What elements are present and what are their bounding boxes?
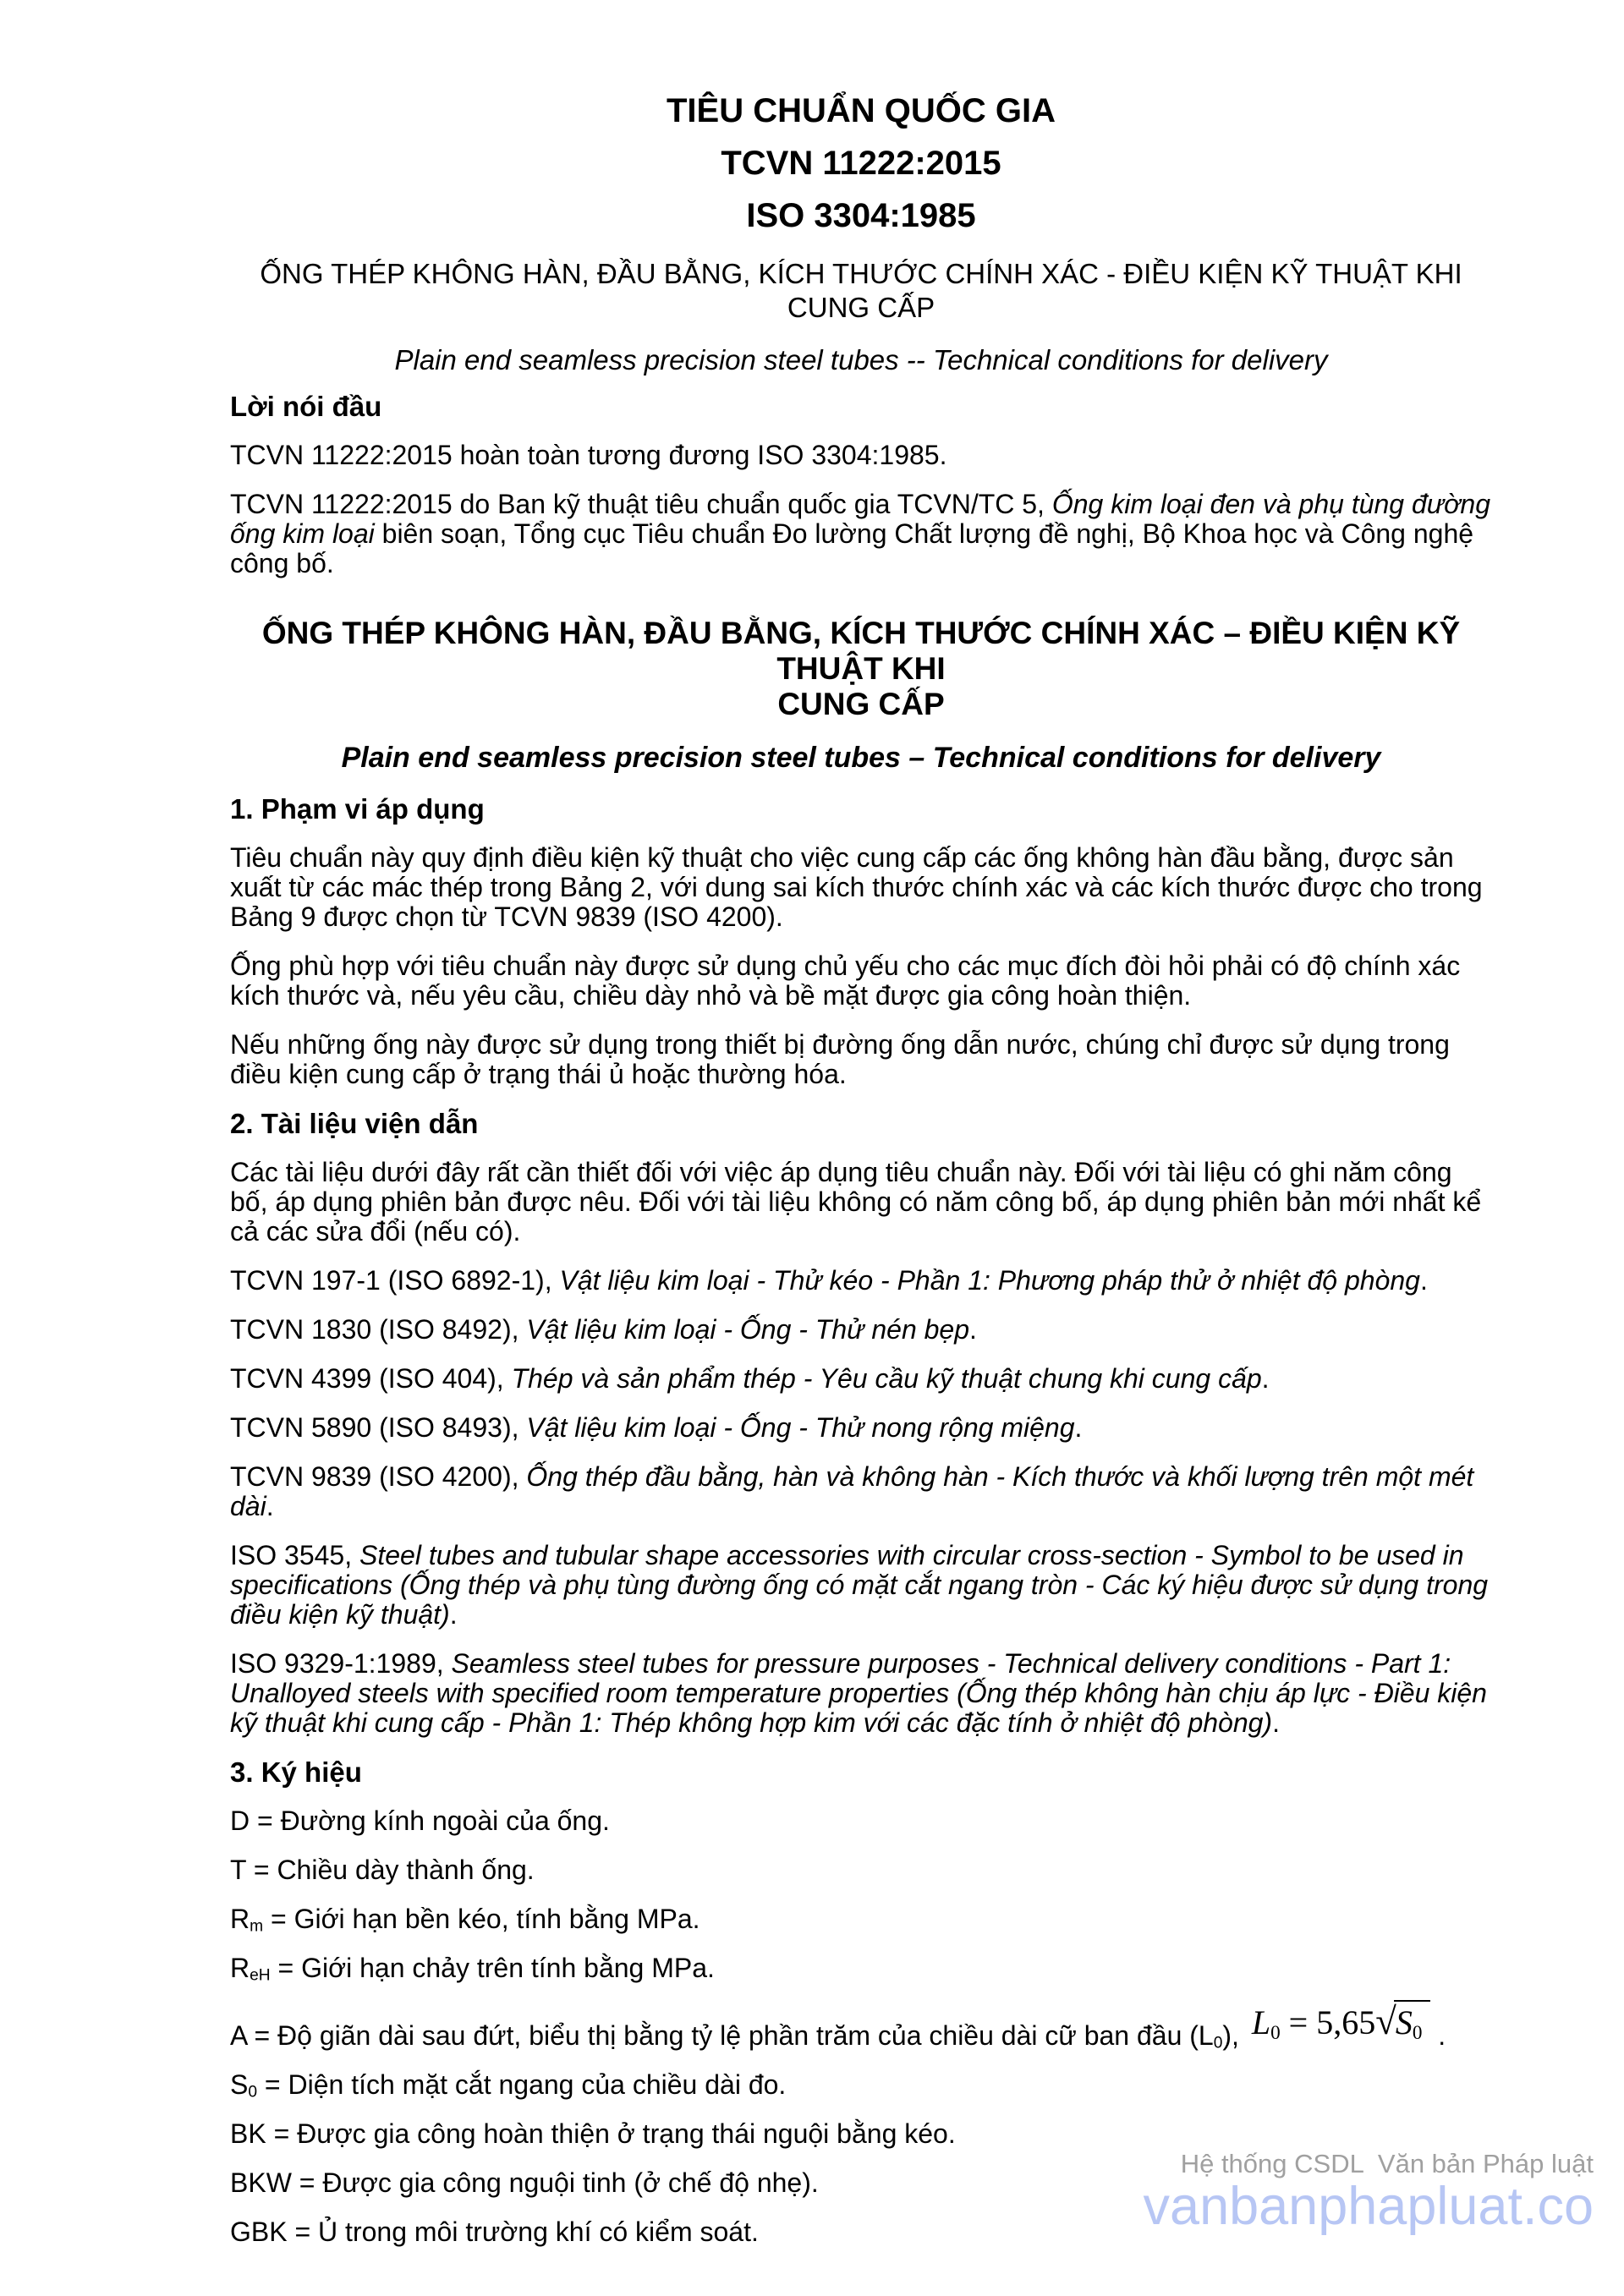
foreword-paragraph: TCVN 11222:2015 hoàn toàn tương đương ISO 3304:1985.: [230, 440, 947, 470]
watermark-site-name: vanbanphapluat.co: [1143, 2176, 1594, 2236]
section-1-heading: 1. Phạm vi áp dụng: [230, 793, 485, 825]
foreword-heading: Lời nói đầu: [230, 391, 382, 422]
vietnamese-title: ỐNG THÉP KHÔNG HÀN, ĐẦU BẰNG, KÍCH THƯỚC CHÍNH XÁC - ĐIỀU KIỆN KỸ THUẬT KHI CUNG CẤP: [260, 258, 1462, 323]
section-2-paragraph: Các tài liệu dưới đây rất cần thiết đối với việc áp dụng tiêu chuẩn này. Đối với tài liệu có ghi năm công bố, áp dụng phiên bản được nêu. Đối với tài liệu không có năm công bố, áp dụng phiên bản mới nhất kể cả các sửa đổi (nếu có).: [230, 1157, 1482, 1247]
english-subtitle: Plain end seamless precision steel tubes -- Technical conditions for delivery: [394, 344, 1328, 375]
section-2-heading: 2. Tài liệu viện dẫn: [230, 1108, 479, 1139]
reference-item: TCVN 4399 (ISO 404), Thép và sản phẩm thép - Yêu cầu kỹ thuật chung khi cung cấp.: [230, 1363, 1270, 1394]
iso-number: ISO 3304:1985: [746, 197, 976, 234]
section-1-paragraph: Tiêu chuẩn này quy định điều kiện kỹ thuật cho việc cung cấp các ống không hàn đầu bằng, được sản xuất từ các mác thép trong Bảng 2, với dung sai kích thước chính xác và các kích thước được cho trong Bảng 9 được chọn từ TCVN 9839 (ISO 4200).: [230, 842, 1483, 932]
main-title-vietnamese: ỐNG THÉP KHÔNG HÀN, ĐẦU BẰNG, KÍCH THƯỚC CHÍNH XÁC – ĐIỀU KIỆN KỸ THUẬT KHI CUNG CẤP: [261, 616, 1461, 721]
reference-item: TCVN 1830 (ISO 8492), Vật liệu kim loại - Ống - Thử nén bẹp.: [230, 1314, 977, 1345]
symbol-definition-S0: $S_0$ = Diện tích mặt cắt ngang của chiều dài đo.: [230, 2069, 787, 2101]
symbol-definition-A: A = Độ giãn dài sau đứt, biểu thị bằng tỷ lệ phần trăm của chiều dài cữ ban đầu $(L_0)$, $L_0 = 5,65√S_0$ .: [230, 2000, 1446, 2052]
reference-item: ISO 3545, Steel tubes and tubular shape accessories with circular cross-section - Symbol to be used in specifications (Ống thép và phụ tùng đường ống có mặt cắt ngang tròn - Các ký hiệu được sử dụng trong điều kiện kỹ thuật).: [230, 1540, 1489, 1630]
symbol-definition-D: D = Đường kính ngoài của ống.: [230, 1806, 610, 1836]
reference-item: TCVN 9839 (ISO 4200), Ống thép đầu bằng, hàn và không hàn - Kích thước và khối lượng trên một mét dài.: [230, 1461, 1474, 1521]
gauge-length-formula: $L_0 = 5,65√S_0$: [1252, 2003, 1431, 2041]
symbol-definition-Rm: $R_m$ = Giới hạn bền kéo, tính bằng MPa.: [230, 1904, 700, 1936]
reference-item: TCVN 5890 (ISO 8493), Vật liệu kim loại - Ống - Thử nong rộng miệng.: [230, 1412, 1083, 1443]
symbol-definition-GBK: GBK = Ủ trong môi trường khí có kiểm soát.: [230, 2217, 759, 2247]
section-3-heading: 3. Ký hiệu: [230, 1756, 362, 1788]
reference-item: TCVN 197-1 (ISO 6892-1), Vật liệu kim loại - Thử kéo - Phần 1: Phương pháp thử ở nhiệt độ phòng.: [230, 1265, 1428, 1296]
document-body: [230, 91, 1492, 2266]
doc-title-line: TIÊU CHUẨN QUỐC GIA: [667, 92, 1056, 129]
watermark-caption: Hệ thống CSDL Văn bản Pháp luật: [1180, 2149, 1594, 2178]
standard-number: TCVN 11222:2015: [721, 145, 1001, 182]
symbol-definition-BKW: BKW = Được gia công nguội tinh (ở chế độ nhẹ).: [230, 2167, 819, 2198]
symbol-definition-ReH: $R_{eH}$ = Giới hạn chảy trên tính bằng MPa.: [230, 1953, 715, 1985]
reference-item: ISO 9329-1:1989, Seamless steel tubes for pressure purposes - Technical delivery conditions - Part 1: Unalloyed steels with specified room temperature properties (Ống thép không hàn chịu áp lực - Điều kiện kỹ thuật khi cung cấp - Phần 1: Thép không hợp kim với các đặc tính ở nhiệt độ phòng).: [230, 1648, 1487, 1738]
symbol-definition-BK: BK = Được gia công hoàn thiện ở trạng thái nguội bằng kéo.: [230, 2118, 956, 2149]
main-title-english: Plain end seamless precision steel tubes – Technical conditions for delivery: [341, 742, 1381, 774]
section-1-paragraph: Ống phù hợp với tiêu chuẩn này được sử dụng chủ yếu cho các mục đích đòi hỏi phải có độ chính xác kích thước và, nếu yêu cầu, chiều dày nhỏ và bề mặt được gia công hoàn thiện.: [230, 951, 1461, 1011]
section-1-paragraph: Nếu những ống này được sử dụng trong thiết bị đường ống dẫn nước, chúng chỉ được sử dụng trong điều kiện cung cấp ở trạng thái ủ hoặc thường hóa.: [230, 1029, 1450, 1089]
symbol-definition-T: T = Chiều dày thành ống.: [230, 1855, 535, 1885]
foreword-paragraph: TCVN 11222:2015 do Ban kỹ thuật tiêu chuẩn quốc gia TCVN/TC 5, Ống kim loại đen và phụ tùng đường ống kim loại biên soạn, Tổng cục Tiêu chuẩn Đo lường Chất lượng đề nghị, Bộ Khoa học và Công nghệ công bố.: [230, 489, 1490, 578]
